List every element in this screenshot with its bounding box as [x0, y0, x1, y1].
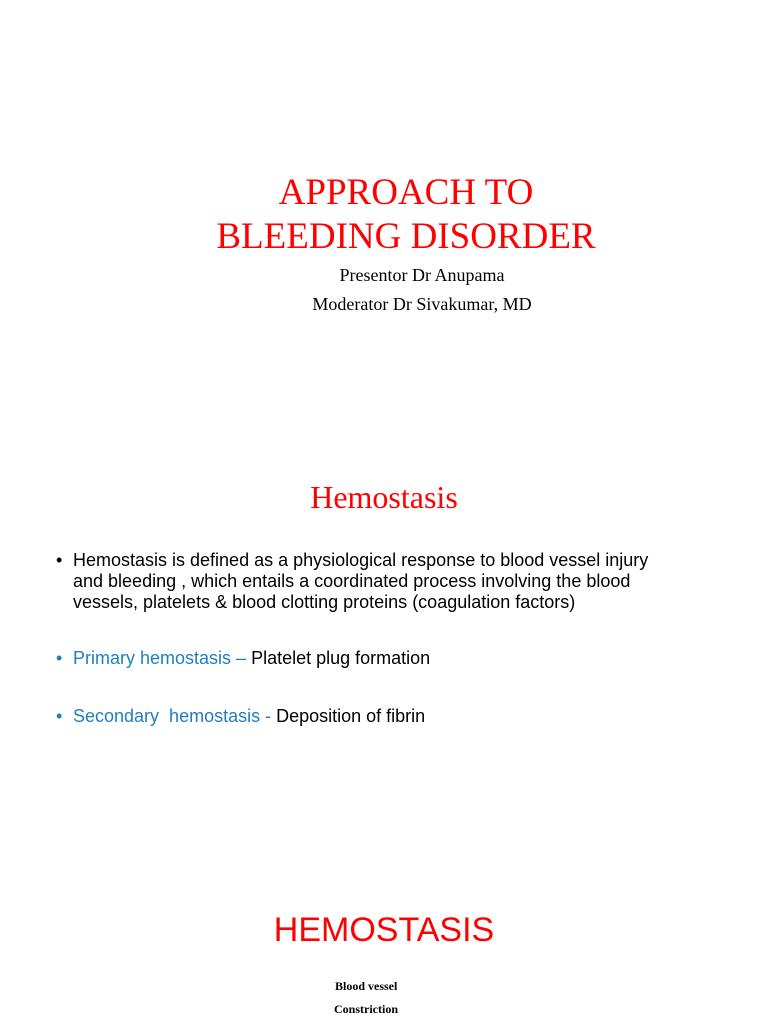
definition-line-1: Hemostasis is defined as a physiological response to blood vessel injury	[73, 550, 649, 570]
definition-line-2: and bleeding , which entails a coordinated process involving the blood	[73, 571, 631, 591]
presentor-text: Presentor Dr Anupama	[339, 265, 505, 285]
bullet-dot: •	[56, 648, 63, 668]
definition-line-3: vessels, platelets & blood clotting proteins (coagulation factors)	[73, 592, 576, 612]
primary-hemostasis-definition: Platelet plug formation	[251, 648, 431, 668]
title-line-2: BLEEDING DISORDER	[216, 216, 596, 257]
bullet-dot: •	[56, 706, 63, 726]
title-line-1: APPROACH TO	[278, 172, 534, 213]
secondary-hemostasis-term: Secondary hemostasis -	[73, 706, 277, 726]
diagram-label-constriction: Constriction	[334, 1002, 398, 1016]
primary-hemostasis-term: Primary hemostasis –	[73, 648, 252, 668]
diagram-label-blood-vessel: Blood vessel	[335, 979, 398, 993]
secondary-hemostasis-definition: Deposition of fibrin	[276, 706, 426, 726]
bullet-dot: •	[56, 550, 63, 570]
hemostasis-heading: Hemostasis	[310, 479, 458, 515]
hemostasis-uppercase-heading: HEMOSTASIS	[273, 911, 495, 949]
moderator-text: Moderator Dr Sivakumar, MD	[312, 294, 532, 314]
